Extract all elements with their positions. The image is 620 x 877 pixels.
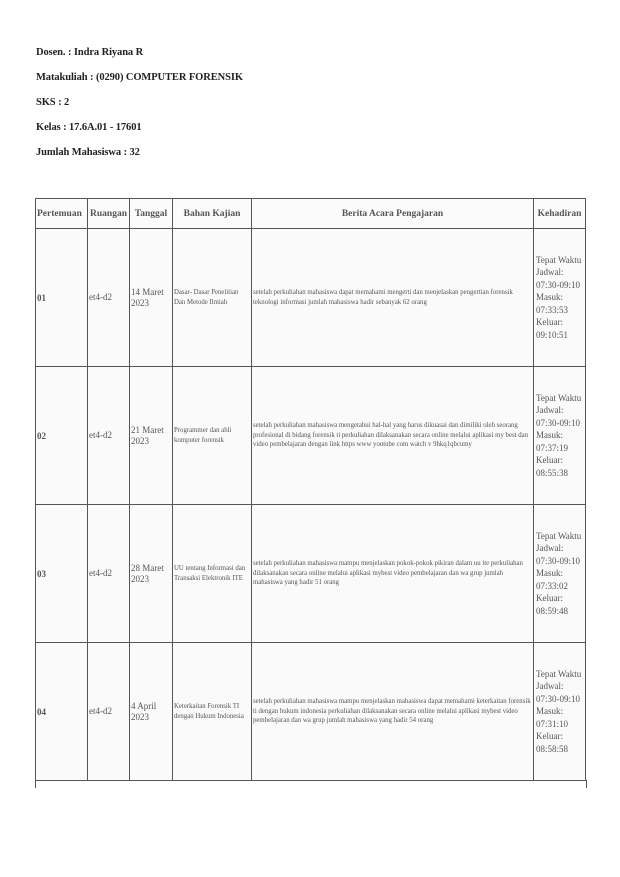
kehadiran-keluar: Keluar: 09:10:51 — [536, 317, 569, 340]
cell-kehadiran — [534, 229, 586, 367]
kehadiran-jadwal: Jadwal: 07:30-09:10 — [536, 405, 580, 428]
cell-pertemuan: 01 — [36, 229, 88, 367]
kehadiran-masuk: Masuk: 07:33:02 — [536, 568, 569, 591]
col-header-tanggal: Tanggal — [130, 199, 173, 229]
kehadiran-masuk: Masuk: 07:31:10 — [536, 706, 569, 729]
kehadiran-keluar: Keluar: 08:58:58 — [536, 731, 569, 754]
kehadiran-jadwal: Jadwal: 07:30-09:10 — [536, 267, 580, 290]
kehadiran-status: Tepat Waktu — [536, 668, 582, 679]
cell-bahan-kajian: Dasar- Dasar Penelitian Dan Metode Ilmiah — [173, 229, 252, 367]
kelas-line: Kelas : 17.6A.01 - 17601 — [36, 122, 142, 133]
cell-bahan-kajian: Programmer dan ahli komputer forensik — [173, 367, 252, 505]
sks-line: SKS : 2 — [36, 97, 70, 108]
cell-pertemuan: 02 — [36, 367, 88, 505]
cell-pertemuan: 04 — [36, 643, 88, 781]
kehadiran-status: Tepat Waktu — [536, 530, 582, 541]
cell-bahan-kajian: UU tentang Informasi dan Transaksi Elektronik ITE — [173, 505, 252, 643]
cell-tanggal: 4 April 2023 — [130, 643, 173, 781]
jumlah-mahasiswa-line: Jumlah Mahasiswa : 32 — [36, 147, 140, 158]
cell-tanggal: 28 Maret 2023 — [130, 505, 173, 643]
cell-ruangan: et4-d2 — [88, 229, 130, 367]
kehadiran-status: Tepat Waktu — [536, 392, 582, 403]
kehadiran-keluar: Keluar: 08:59:48 — [536, 593, 569, 616]
kehadiran-keluar: Keluar: 08:55:38 — [536, 455, 569, 478]
kehadiran-status: Tepat Waktu — [536, 254, 582, 265]
col-header-pertemuan: Pertemuan — [36, 199, 88, 229]
table-row — [36, 367, 586, 505]
kehadiran-masuk: Masuk: 07:37:19 — [536, 430, 569, 453]
table-row — [36, 505, 586, 643]
cell-ruangan: et4-d2 — [88, 505, 130, 643]
table-row — [36, 643, 586, 781]
cell-berita-acara: setelah perkuliahan mahasiswa mampu menjelaskan mahasiswa dapat memahami keterkaitan forensik ti dengan hukum indonesia perkuliahan dilaksanakan secara online melalui aplikasi mybest video pembelajaran dan wa grup jumlah mahasiswa yang hadir 54 orang — [252, 643, 534, 781]
col-header-bahan-kajian: Bahan Kajian — [173, 199, 252, 229]
berita-acara-table — [35, 198, 586, 781]
table-header-row — [36, 199, 586, 229]
cell-kehadiran — [534, 505, 586, 643]
cell-berita-acara: setelah perkuliahan mahasiswa mampu menjelaskan pokok-pokok pikiran dalam uu ite perkuliahan dilaksanakan secara online melalui aplikasi mybest video pembelajaran dan wa grup jumlah mahasiswa yang hadir 51 orang — [252, 505, 534, 643]
cell-kehadiran — [534, 367, 586, 505]
cell-ruangan: et4-d2 — [88, 367, 130, 505]
kehadiran-masuk: Masuk: 07:33:53 — [536, 292, 569, 315]
matakuliah-line: Matakuliah : (0290) COMPUTER FORENSIK — [36, 72, 243, 83]
cell-pertemuan: 03 — [36, 505, 88, 643]
col-header-kehadiran: Kehadiran — [534, 199, 586, 229]
cell-kehadiran — [534, 643, 586, 781]
col-header-ruangan: Ruangan — [88, 199, 130, 229]
cell-berita-acara: setelah perkuliahan mahasiswa dapat memahami mengerti dan menjelaskan pengertian forensik teknologi informasi jumlah mahasiswa hadir sebanyak 62 orang — [252, 229, 534, 367]
kehadiran-jadwal: Jadwal: 07:30-09:10 — [536, 543, 580, 566]
cell-bahan-kajian: Keterkaitan Forensik TI dengan Hukum Indonesia — [173, 643, 252, 781]
table-row — [36, 229, 586, 367]
cell-berita-acara: setelah perkuliahan mahasiswa mengetahui hal-hal yang harus dikuasai dan dimiliki oleh seorang profesional di bidang forensik ti perkuliahan dilaksanakan secara online melalui aplikasi my best dan video pembelajaran dengan link https www youtube com watch v 9hkq1qbcumy — [252, 367, 534, 505]
table-continuation — [35, 780, 587, 788]
cell-ruangan: et4-d2 — [88, 643, 130, 781]
dosen-line: Dosen. : Indra Riyana R — [36, 47, 144, 58]
col-header-berita-acara: Berita Acara Pengajaran — [252, 199, 534, 229]
cell-tanggal: 14 Maret 2023 — [130, 229, 173, 367]
cell-tanggal: 21 Maret 2023 — [130, 367, 173, 505]
kehadiran-jadwal: Jadwal: 07:30-09:10 — [536, 681, 580, 704]
